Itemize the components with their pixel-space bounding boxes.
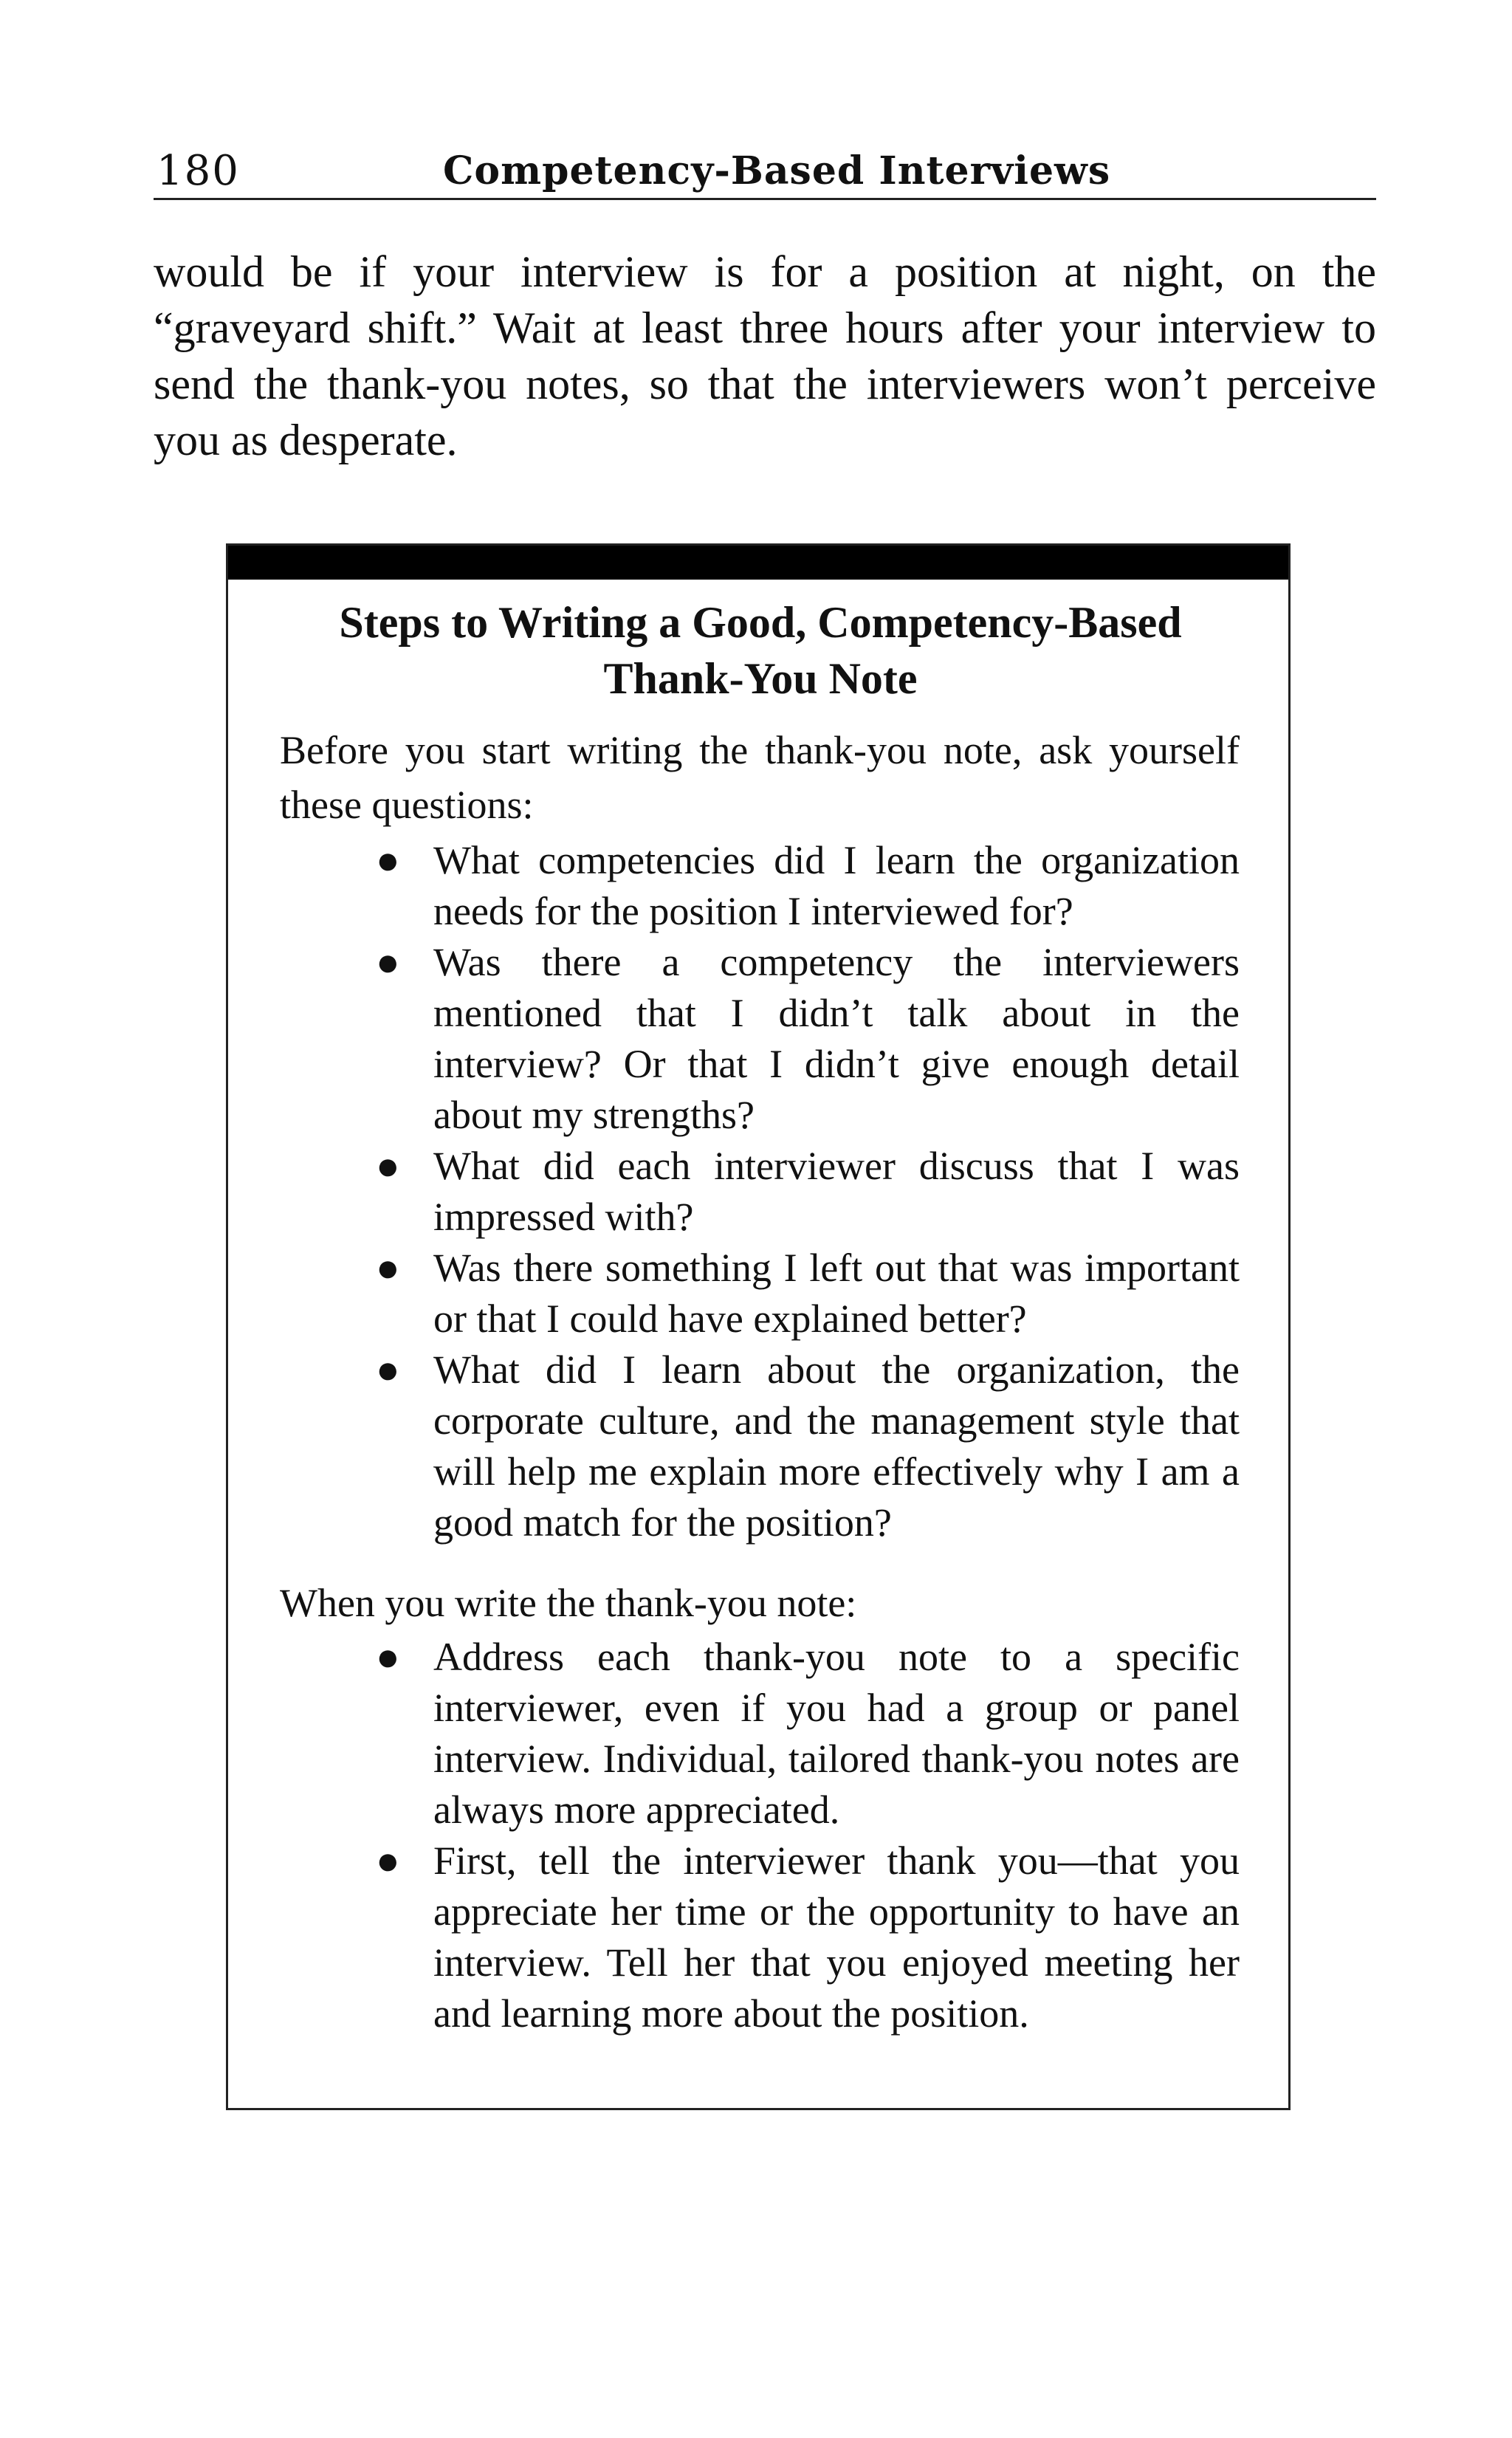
sidebar-title: [272, 594, 1248, 707]
bullet-icon: ●: [376, 940, 400, 984]
list-item-text: Address each thank-you note to a specific interviewer, even if you had a group or panel interview. Individual, tailored thank-you notes are always more appreciated.: [433, 1635, 1240, 1832]
list-item: [376, 1141, 1240, 1243]
list-item-text: What did each interviewer discuss that I was impressed with?: [433, 1144, 1240, 1239]
before-intro: Before you start writing the thank-you note, ask yourself these questions:: [280, 728, 1240, 827]
running-header: [154, 145, 1376, 200]
list-item-text: What did I learn about the organization, the corporate culture, and the management style that will help me explain more effectively why I am a good match for the position?: [433, 1347, 1240, 1545]
intro-paragraph: would be if your interview is for a position at night, on the “graveyard shift.” Wait at least three hours after your interview to send the thank-you notes, so that the interviewers won’t perceive you as desperate.: [154, 247, 1376, 464]
bullet-icon: ●: [376, 838, 400, 882]
bullet-icon: ●: [376, 1144, 400, 1188]
list-item: [376, 835, 1240, 937]
list-item-text: What competencies did I learn the organization needs for the position I interviewed for?: [433, 838, 1240, 933]
sidebar-title-line-2: Thank-You Note: [603, 654, 918, 703]
list-item-text: Was there something I left out that was important or that I could have explained better?: [433, 1246, 1240, 1341]
list-item: [376, 1632, 1240, 1836]
sidebar-body: [280, 723, 1240, 2039]
before-question-list: [280, 835, 1240, 1548]
bullet-icon: ●: [376, 1246, 400, 1290]
when-intro: When you write the thank-you note:: [280, 1581, 857, 1625]
list-item: [376, 1836, 1240, 2039]
bullet-icon: ●: [376, 1635, 400, 1679]
bullet-icon: ●: [376, 1347, 400, 1392]
running-title: Competency-Based Interviews: [443, 148, 1111, 193]
when-step-list: [280, 1632, 1240, 2039]
sidebar-title-line-1: Steps to Writing a Good, Competency-Based: [339, 598, 1182, 647]
page-number: 180: [157, 147, 240, 195]
list-item-text: Was there a competency the interviewers mentioned that I didn’t talk about in the interview? Or that I didn’t give enough detail about my strengths?: [433, 940, 1240, 1137]
list-item: [376, 937, 1240, 1141]
sidebar-box: [226, 543, 1291, 2110]
list-item: [376, 1243, 1240, 1345]
list-item: [376, 1345, 1240, 1548]
bullet-icon: ●: [376, 1838, 400, 1883]
sidebar-top-bar: [228, 546, 1288, 580]
list-item-text: First, tell the interviewer thank you—that you appreciate her time or the opportunity to have an interview. Tell her that you enjoyed meeting her and learning more about the position.: [433, 1838, 1240, 2036]
